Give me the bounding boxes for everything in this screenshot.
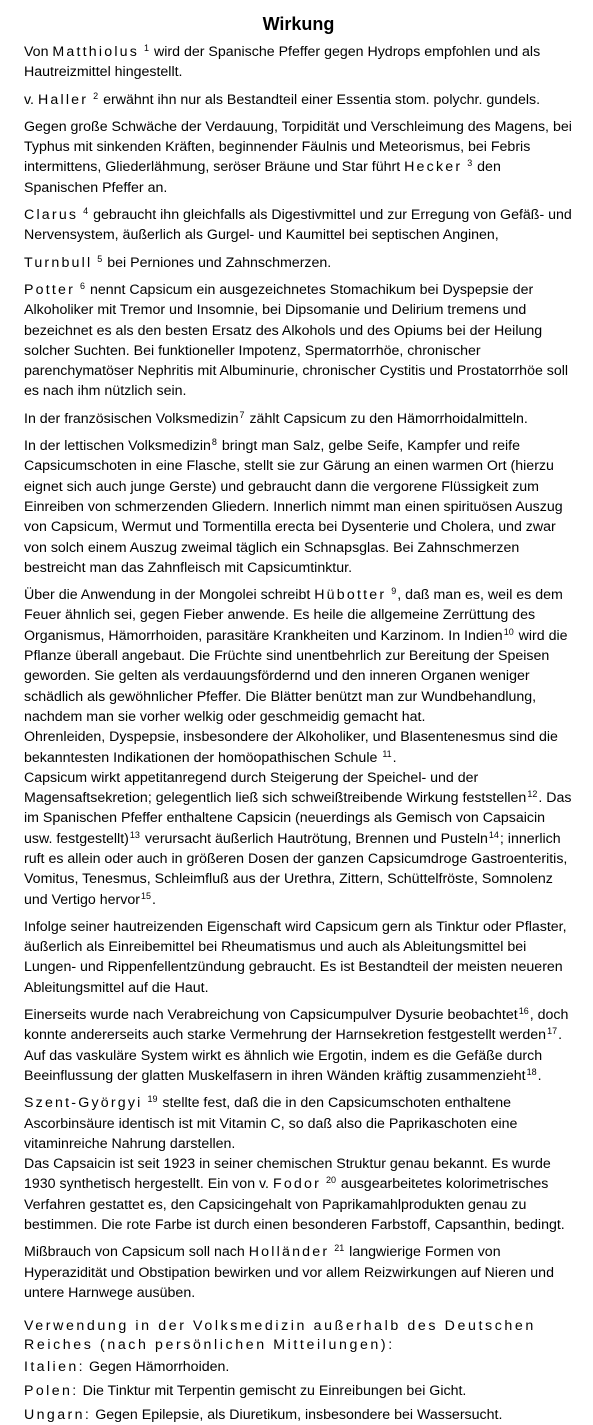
section-title: Wirkung — [262, 14, 335, 34]
usage-text: Gegen Hämorrhoiden. — [85, 1359, 230, 1376]
text: . — [392, 749, 397, 766]
text: Capsicum wirkt appetitanregend durch Steigerung der Speichel- und der Magensaftsekretion; gelegentlich ließ sich schweißtreibende Wirkung feststellen — [24, 769, 527, 807]
footnote-ref: 9 — [391, 586, 397, 597]
text: stellte fest, daß die in den Capsicumschoten enthaltene Ascorbinsäure identisch ist mit Vitamin C, so daß also die Paprikaschoten eine vitaminreiche Nahrung darstellen. — [24, 1095, 518, 1152]
paragraph-latvian-folk-medicine — [24, 436, 573, 578]
text: bringt man Salz, gelbe Seife, Kampfer und reife Capsicumschoten in eine Flasche, stellt sie zur Gärung an einen warmen Ort (hierzu eignet sich auch junge Gerste) und gebraucht dann die vergorene Flüssigkeit zum Einreiben von schmerzenden Gliedern. Innerlich nimmt man einen spirituösen Auszug von Capsicum, Wermut und Tormentilla erecta bei Dysenterie und Cholera, und zwar von solch einem Auszug zweimal täglich ein Schnapsglas. Bei Zahnschmerzen bestreicht man das Zahnfleisch mit Capsicumtinktur. — [24, 438, 563, 576]
country-label: Ungarn: — [24, 1407, 92, 1424]
author-name: Holländer — [248, 1244, 330, 1261]
usage-item-ungarn — [24, 1405, 573, 1425]
paragraph-capsaicin — [24, 1154, 573, 1235]
footnote-ref: 17 — [547, 1026, 558, 1037]
footnote-ref: 20 — [325, 1175, 336, 1186]
paragraph-skin-irritant — [24, 917, 573, 998]
text: erwähnt ihn nur als Bestandteil einer Essentia stom. polychr. gundels. — [99, 91, 541, 108]
paragraph-hecker — [24, 117, 573, 198]
text: . Auf das vaskuläre System wirkt es ähnlich wie Ergotin, indem es die Gefäße durch Beeinflussung der glatten Muskelfasern in ihren Wänden kräftig zusammenzieht — [24, 1027, 563, 1084]
text: ; innerlich ruft es allein oder auch in größeren Dosen der ganzen Capsicumdroge Gastroenteritis, Vomitus, Tenesmus, Schleimfluß aus der Urethra, Zittern, Schüttelfröste, Somnolenz und Vertigo hervor — [24, 830, 568, 908]
text: , daß man es, weil es dem Feuer ähnlich sei, gegen Fieber anwende. Es heile die allgemeine Zerrüttung des Organismus, Hämorrhoiden, parasitäre Krankheiten und Karzinom. In Indien — [24, 587, 563, 644]
footnote-ref: 10 — [503, 626, 514, 637]
author-name: Hübotter — [314, 587, 387, 604]
text: zählt Capsicum zu den Hämorrhoidalmitteln. — [245, 410, 528, 427]
text: ausgearbeitetes kolorimetrisches Verfahren gestattet es, den Capsicingehalt von Paprikamahlprodukten genau zu bestimmen. Die rote Farbe ist durch einen besonderen Farbstoff, Capsanthin, bedingt. — [24, 1176, 565, 1234]
footnote-ref: 19 — [147, 1094, 158, 1105]
text: In der lettischen Volksmedizin — [24, 438, 211, 455]
author-name: Fodor — [272, 1176, 322, 1193]
text: Mißbrauch von Capsicum soll nach — [24, 1244, 249, 1261]
paragraph-hollander — [24, 1242, 573, 1303]
paragraph-haller — [24, 90, 573, 110]
text: Gegen große Schwäche der Verdauung, Torpidität und Verschleimung des Magens, bei Typhus mit sinkenden Kräften, beginnender Fäulnis und Meteorismus, bei Febris intermittens, Gliederlähmung, seröser Bräune und Star führt — [24, 118, 572, 176]
author-name: Clarus — [24, 207, 79, 224]
text: . — [537, 1067, 542, 1084]
author-name: Matthiolus — [52, 44, 140, 60]
usage-heading: Verwendung in der Volksmedizin außerhalb des Deutschen Reiches (nach persönlichen Mitteilungen): — [24, 1318, 536, 1354]
paragraph-potter — [24, 280, 573, 402]
footnote-ref: 4 — [83, 206, 89, 217]
paragraph-french-folk-medicine — [24, 409, 573, 429]
footnote-ref: 5 — [97, 253, 103, 264]
text: Von — [24, 44, 53, 60]
usage-text: Gegen Epilepsie, als Diuretikum, insbesondere bei Wassersucht. — [91, 1407, 503, 1424]
paragraph-clarus — [24, 205, 573, 246]
footnote-ref: 16 — [518, 1006, 529, 1017]
text: Infolge seiner hautreizenden Eigenschaft wird Capsicum gern als Tinktur oder Pflaster, äußerlich als Einreibemittel bei Rheumatismus und auch als Ableitungsmittel bei Lungen- und Rippenfellentzündung gebraucht. Es ist Bestandteil der meisten neueren Ableitungsmittel auf die Haut. — [24, 918, 567, 996]
footnote-ref: 21 — [334, 1243, 345, 1254]
paragraph-mongolia — [24, 585, 573, 727]
footnote-ref: 11 — [382, 748, 392, 759]
paragraph-turnbull — [24, 253, 573, 273]
paragraph-matthiolus — [24, 42, 573, 83]
text: den Spanischen Pfeffer an. — [24, 159, 501, 196]
footnote-ref: 6 — [80, 280, 86, 291]
paragraph-homeopathy — [24, 727, 573, 768]
author-name: Potter — [24, 281, 76, 298]
paragraph-szent-gyorgyi — [24, 1093, 573, 1154]
footnote-ref: 15 — [140, 890, 151, 901]
paragraph-dysuria — [24, 1005, 573, 1086]
author-name: Haller — [37, 91, 89, 108]
country-label: Italien: — [24, 1359, 86, 1376]
footnote-ref: 12 — [527, 789, 538, 800]
text: . — [151, 891, 156, 908]
footnote-ref: 8 — [211, 437, 217, 448]
text: Über die Anwendung in der Mongolei schreibt — [24, 587, 315, 604]
text: In der französischen Volksmedizin — [24, 410, 239, 427]
footnote-ref: 2 — [93, 90, 99, 101]
footnote-ref: 3 — [467, 158, 473, 169]
text: v. — [24, 91, 38, 108]
author-name: Hecker — [404, 159, 463, 176]
text: gebraucht ihn gleichfalls als Digestivmittel und zur Erregung von Gefäß- und Nervensystem, äußerlich als Gurgel- und Kaumittel bei septischen Anginen, — [24, 207, 572, 244]
text: Einerseits wurde nach Verabreichung von Capsicumpulver Dysurie beobachtet — [24, 1007, 518, 1024]
text: verursacht äußerlich Hautrötung, Brennen und Pusteln — [140, 830, 488, 847]
paragraph-effects — [24, 768, 573, 910]
text: nennt Capsicum ein ausgezeichnetes Stomachikum bei Dyspepsie der Alkoholiker mit Tremor und Insomnie, bei Dipsomanie und Delirium tremens und bezeichnet es als den besten Ersatz des Alkohols und des Opiums bei der Heilung solcher Suchten. Bei funktioneller Impotenz, Spermatorrhöe, chronischer parenchymatöser Nephritis mit Albuminurie, chronischer Cystitis und Prostatorrhöe soll es nach ihm nützlich sein. — [24, 281, 569, 400]
footnote-ref: 13 — [129, 829, 140, 840]
text: , doch konnte andererseits auch starke Vermehrung der Harnsekretion festgestellt werden — [24, 1007, 569, 1044]
text: Das Capsaicin ist seit 1923 in seiner chemischen Struktur genau bekannt. Es wurde 1930 synthetisch hergestellt. Ein von v. — [24, 1156, 551, 1193]
text: . Das im Spanischen Pfeffer enthaltene Capsicin (neuerdings als Gemisch von Capsaicin usw. festgestellt) — [24, 790, 572, 847]
usage-item-polen — [24, 1381, 573, 1401]
footnote-ref: 7 — [239, 409, 245, 420]
text: wird der Spanische Pfeffer gegen Hydrops empfohlen und als Hautreizmittel hingestellt. — [24, 44, 541, 81]
text: langwierige Formen von Hyperazidität und Obstipation bewirken und vor allem Reizwirkungen auf Nieren und untere Harnwege ausüben. — [24, 1244, 554, 1301]
text: wird die Pflanze überall angebaut. Die Früchte sind unentbehrlich zur Bereitung der Speisen geworden. Sie gelten als verdauungsfördernd und den inneren Organen weniger schädlich als gewöhnlicher Pfeffer. Die Blätter benützt man zur Wundbehandlung, nachdem man sie vorher welkig oder geschmeidig gemacht hat. — [24, 627, 568, 725]
footnote-ref: 1 — [144, 43, 150, 53]
author-name: Szent-Györgyi — [24, 1095, 143, 1112]
country-label: Polen: — [24, 1383, 79, 1400]
author-name: Turnbull — [24, 254, 93, 271]
footnote-ref: 18 — [526, 1066, 537, 1077]
text: bei Perniones und Zahnschmerzen. — [103, 254, 332, 271]
footnote-ref: 14 — [488, 829, 499, 840]
text: Ohrenleiden, Dyspepsie, insbesondere der Alkoholiker, und Blasentenesmus sind die bekanntesten Indikationen der homöopathischen Schule — [24, 729, 558, 766]
usage-text: Die Tinktur mit Terpentin gemischt zu Einreibungen bei Gicht. — [78, 1383, 467, 1400]
usage-item-italien — [24, 1357, 573, 1377]
